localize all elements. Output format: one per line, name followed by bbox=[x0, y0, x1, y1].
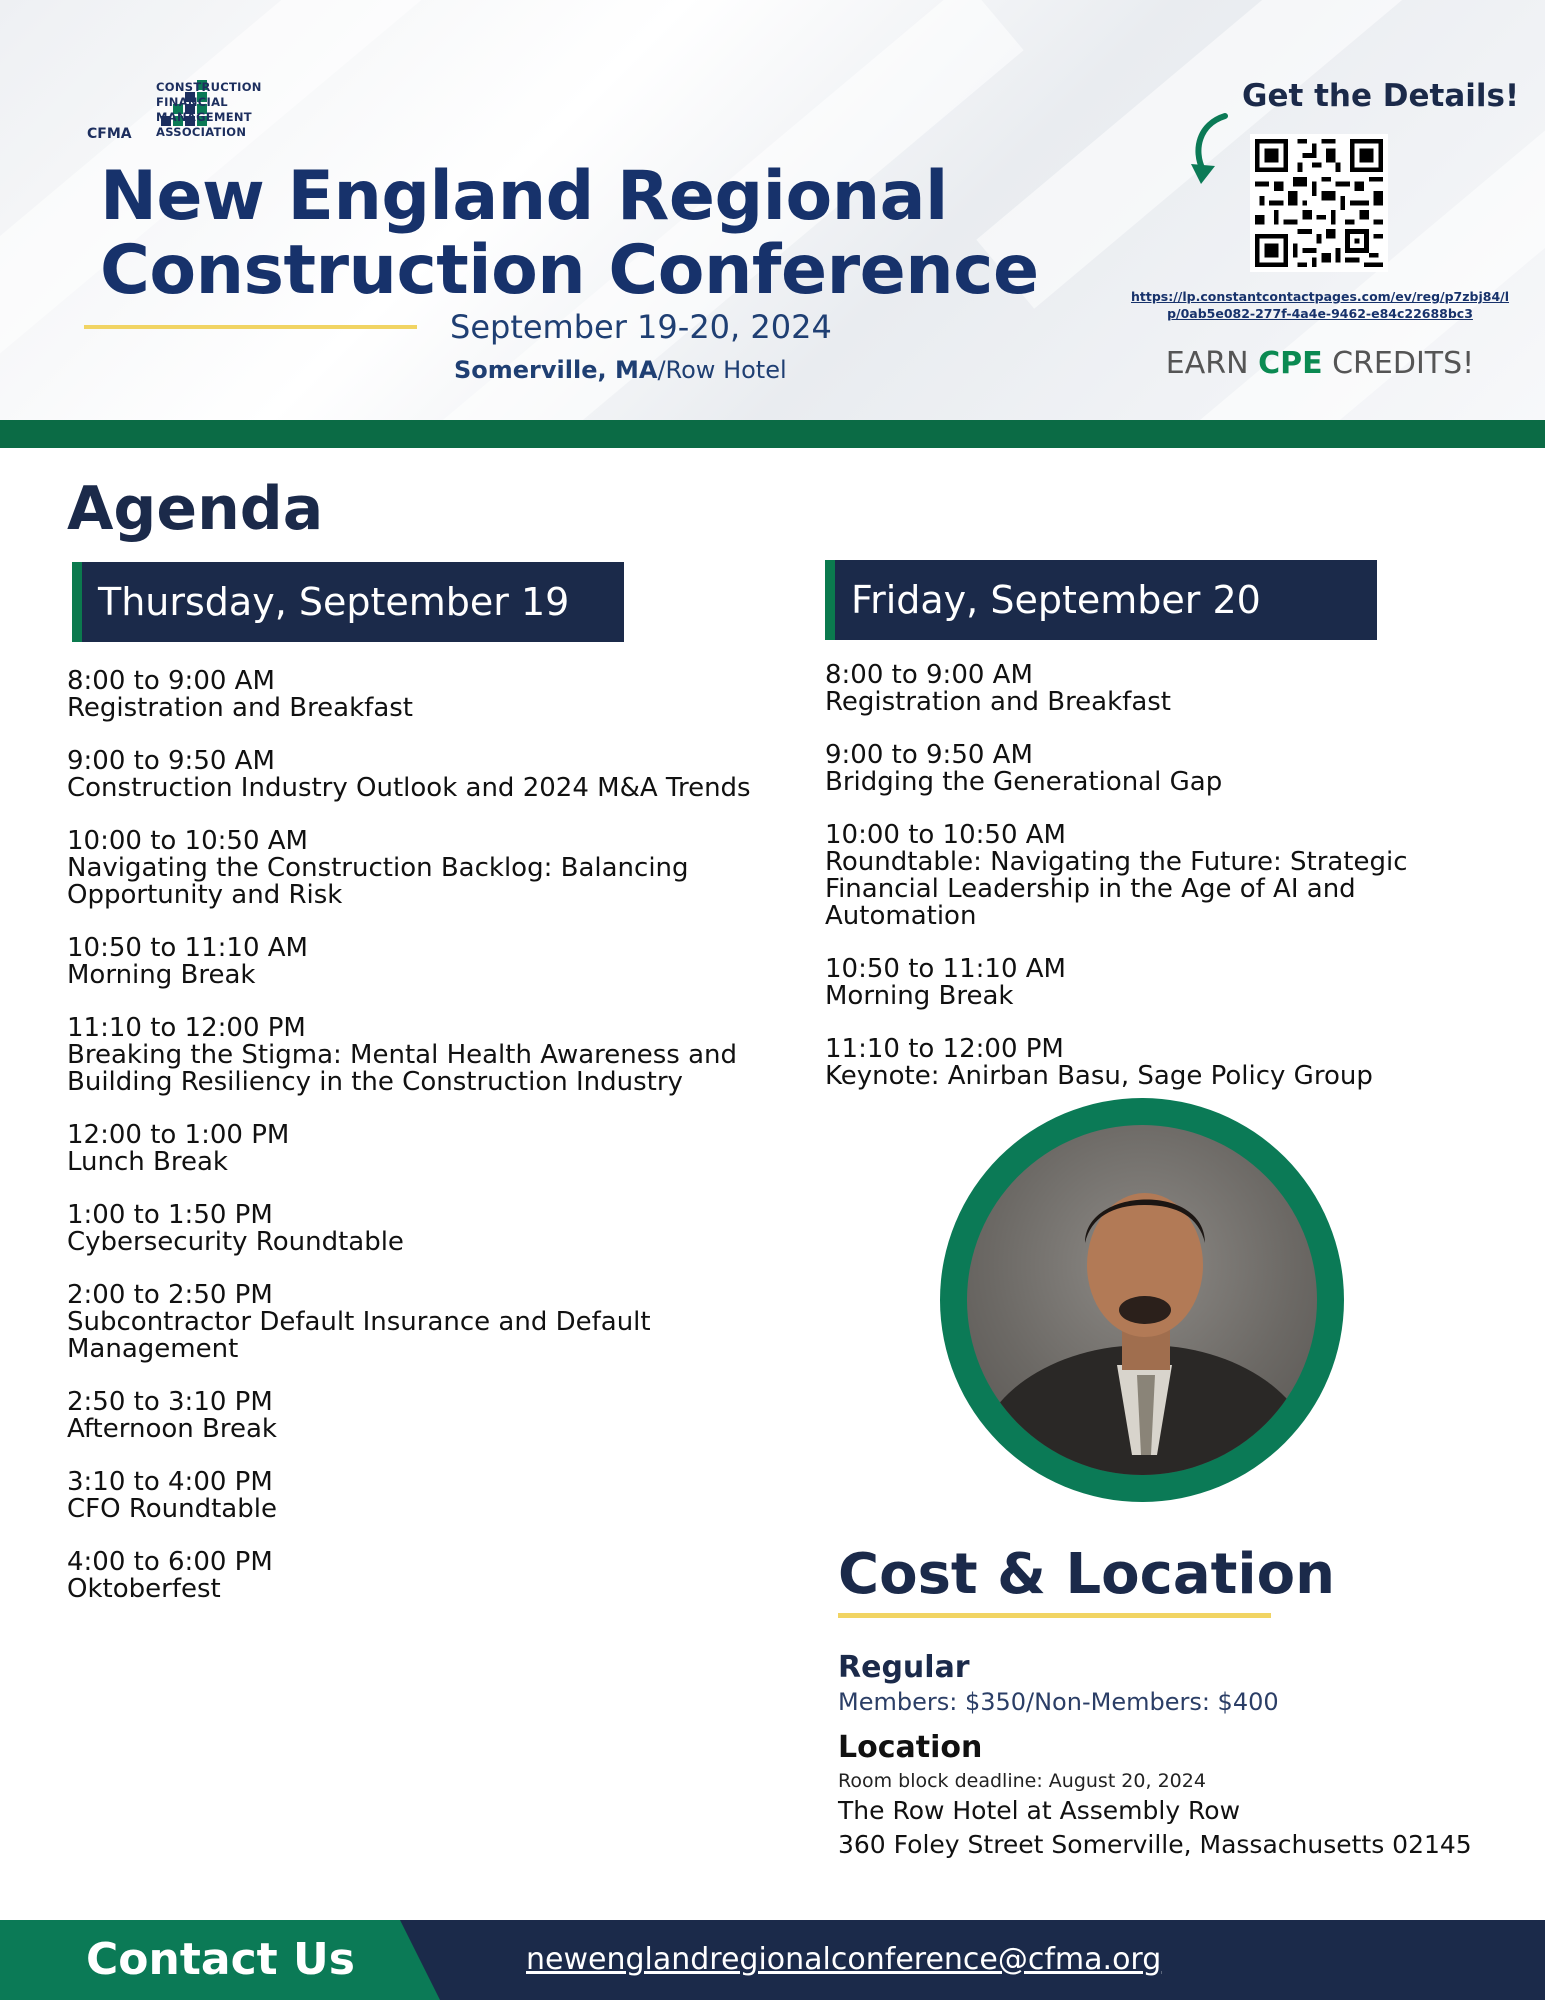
cpe-highlight: CPE bbox=[1258, 346, 1323, 381]
session-item bbox=[67, 668, 767, 722]
page-title bbox=[100, 157, 1100, 310]
org-name-line: MANAGEMENT bbox=[156, 110, 252, 124]
session-item bbox=[67, 1015, 767, 1096]
event-venue bbox=[454, 356, 787, 384]
session-topic: Oktoberfest bbox=[67, 1574, 221, 1604]
session-time: 9:00 to 9:50 AM bbox=[825, 740, 1033, 770]
cost-location-heading: Cost & Location bbox=[838, 1542, 1335, 1607]
session-item bbox=[825, 662, 1485, 716]
session-topic: Keynote: Anirban Basu, Sage Policy Group bbox=[825, 1061, 1373, 1091]
session-time: 1:00 to 1:50 PM bbox=[67, 1200, 273, 1230]
session-time: 2:00 to 2:50 PM bbox=[67, 1280, 273, 1310]
org-name bbox=[156, 80, 262, 140]
session-topic: CFO Roundtable bbox=[67, 1494, 277, 1524]
session-item bbox=[67, 828, 767, 909]
speaker-portrait-icon bbox=[967, 1125, 1317, 1475]
thursday-heading: Thursday, September 19 bbox=[72, 562, 624, 642]
venue-city: Somerville, MA bbox=[454, 356, 658, 384]
venue-address: 360 Foley Street Somerville, Massachusetts 02145 bbox=[838, 1830, 1472, 1859]
session-topic: Afternoon Break bbox=[67, 1414, 277, 1444]
session-item bbox=[825, 1036, 1485, 1090]
org-name-line: FINANCIAL bbox=[156, 95, 228, 109]
session-time: 9:00 to 9:50 AM bbox=[67, 746, 275, 776]
session-item bbox=[825, 956, 1485, 1010]
session-time: 10:00 to 10:50 AM bbox=[67, 826, 308, 856]
cost-location-underline bbox=[838, 1613, 1271, 1618]
friday-heading: Friday, September 20 bbox=[825, 560, 1377, 640]
curved-arrow-icon bbox=[1185, 108, 1235, 188]
venue-name: The Row Hotel at Assembly Row bbox=[838, 1796, 1241, 1825]
org-name-line: CONSTRUCTION bbox=[156, 80, 262, 94]
session-topic: Construction Industry Outlook and 2024 M&A Trends bbox=[67, 773, 751, 803]
thursday-session-list bbox=[67, 668, 767, 1629]
org-acronym: CFMA bbox=[87, 126, 132, 142]
registration-link[interactable]: https://lp.constantcontactpages.com/ev/reg/p7zbj84/lp/0ab5e082-277f-4a4e-9462-e84c22688bc3 bbox=[1131, 289, 1509, 321]
cpe-credits-banner bbox=[1130, 346, 1510, 381]
session-topic: Roundtable: Navigating the Future: Strategic Financial Leadership in the Age of AI and Automation bbox=[825, 847, 1408, 931]
regular-price-value: Members: $350/Non-Members: $400 bbox=[838, 1688, 1279, 1716]
session-topic: Navigating the Construction Backlog: Balancing Opportunity and Risk bbox=[67, 853, 689, 910]
contact-email-link[interactable]: newenglandregionalconference@cfma.org bbox=[526, 1942, 1162, 1977]
agenda-heading: Agenda bbox=[67, 474, 324, 544]
session-item bbox=[67, 1122, 767, 1176]
session-item bbox=[825, 822, 1485, 930]
session-time: 8:00 to 9:00 AM bbox=[825, 660, 1033, 690]
keynote-speaker-photo bbox=[967, 1125, 1317, 1475]
session-item bbox=[67, 1282, 767, 1363]
session-time: 11:10 to 12:00 PM bbox=[825, 1034, 1064, 1064]
session-item bbox=[67, 1469, 767, 1523]
cpe-prefix: EARN bbox=[1165, 346, 1259, 381]
session-topic: Morning Break bbox=[67, 960, 256, 990]
session-time: 12:00 to 1:00 PM bbox=[67, 1120, 290, 1150]
qr-code-icon[interactable] bbox=[1250, 134, 1388, 272]
session-time: 2:50 to 3:10 PM bbox=[67, 1387, 273, 1417]
title-line-1: New England Regional bbox=[100, 157, 948, 236]
session-item bbox=[825, 742, 1485, 796]
org-name-line: ASSOCIATION bbox=[156, 125, 247, 139]
session-item bbox=[67, 935, 767, 989]
session-time: 4:00 to 6:00 PM bbox=[67, 1547, 273, 1577]
session-item bbox=[67, 1549, 767, 1603]
session-time: 8:00 to 9:00 AM bbox=[67, 666, 275, 696]
header-divider bbox=[0, 420, 1545, 448]
session-topic: Registration and Breakfast bbox=[67, 693, 413, 723]
location-label: Location bbox=[838, 1730, 983, 1765]
session-item bbox=[67, 748, 767, 802]
friday-session-list bbox=[825, 662, 1485, 1116]
room-block-deadline: Room block deadline: August 20, 2024 bbox=[838, 1770, 1206, 1792]
session-time: 10:00 to 10:50 AM bbox=[825, 820, 1066, 850]
title-underline bbox=[84, 325, 417, 329]
session-topic: Bridging the Generational Gap bbox=[825, 767, 1223, 797]
session-topic: Lunch Break bbox=[67, 1147, 228, 1177]
session-item bbox=[67, 1202, 767, 1256]
session-time: 10:50 to 11:10 AM bbox=[67, 933, 308, 963]
contact-us-label: Contact Us bbox=[86, 1934, 355, 1985]
session-topic: Breaking the Stigma: Mental Health Awareness and Building Resiliency in the Construction Industry bbox=[67, 1040, 738, 1097]
session-item bbox=[67, 1389, 767, 1443]
session-topic: Subcontractor Default Insurance and Default Management bbox=[67, 1307, 651, 1364]
session-time: 3:10 to 4:00 PM bbox=[67, 1467, 273, 1497]
title-line-2: Construction Conference bbox=[100, 231, 1039, 310]
cpe-suffix: CREDITS! bbox=[1322, 346, 1475, 381]
session-time: 10:50 to 11:10 AM bbox=[825, 954, 1066, 984]
session-topic: Cybersecurity Roundtable bbox=[67, 1227, 404, 1257]
venue-hotel: /Row Hotel bbox=[657, 356, 787, 384]
details-heading: Get the Details! bbox=[1242, 78, 1520, 114]
event-dates: September 19-20, 2024 bbox=[450, 308, 832, 346]
session-topic: Registration and Breakfast bbox=[825, 687, 1171, 717]
session-topic: Morning Break bbox=[825, 981, 1014, 1011]
session-time: 11:10 to 12:00 PM bbox=[67, 1013, 306, 1043]
regular-price-label: Regular bbox=[838, 1650, 970, 1685]
